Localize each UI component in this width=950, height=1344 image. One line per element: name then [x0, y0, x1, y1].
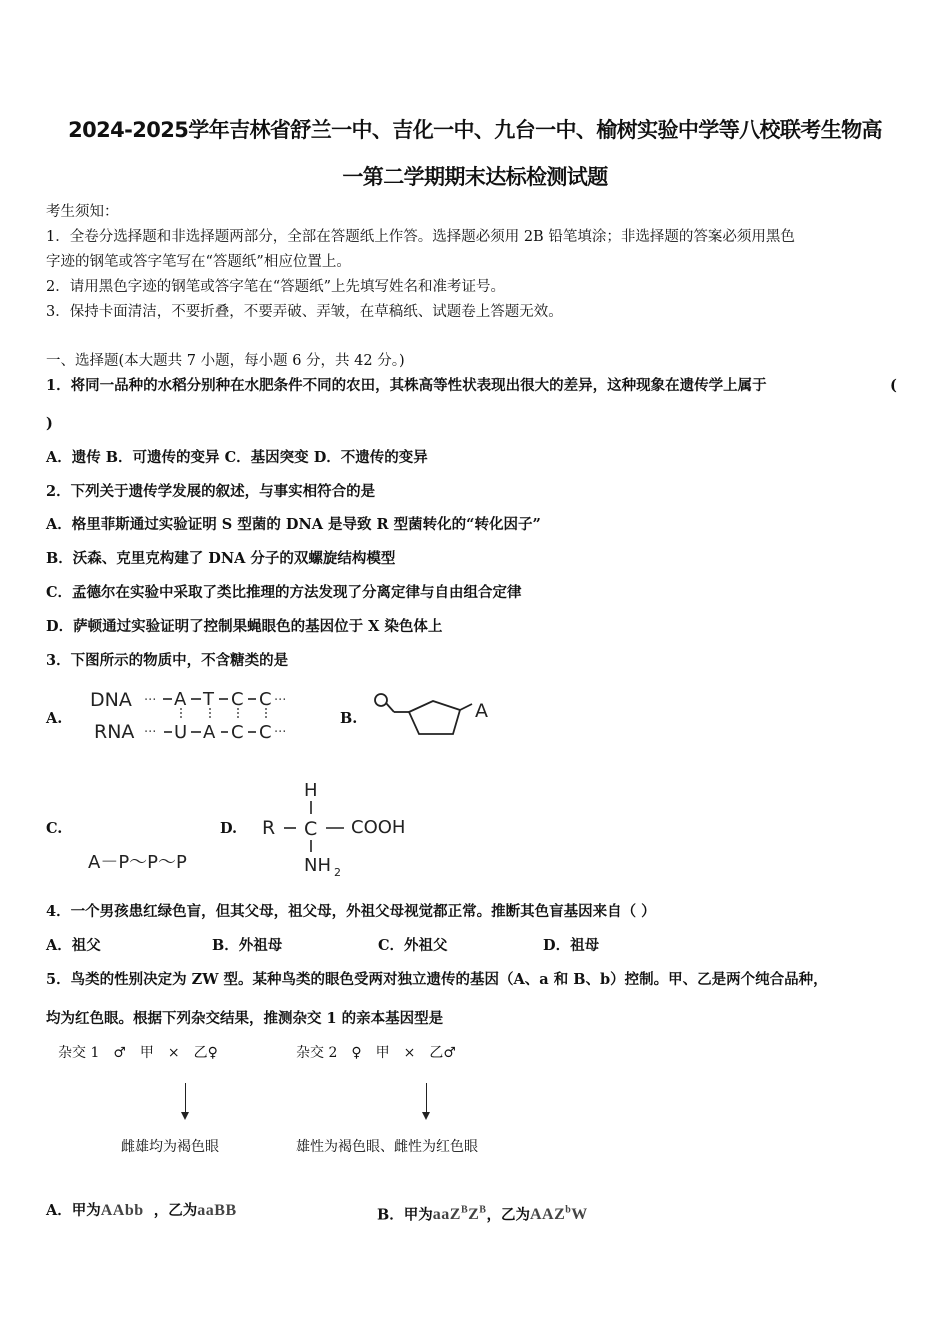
cross-2-result: 雄性为褐色眼、雌性为红色眼	[296, 1139, 478, 1155]
question-2-stem: 2．下列关于遗传学发展的叙述，与事实相符合的是	[46, 483, 376, 500]
atp-formula-figure	[86, 848, 216, 876]
page-title-line-2: 一第二学期期末达标检测试题	[342, 165, 608, 189]
cross-2-parents: 杂交 2 ♀ 甲 × 乙♂	[296, 1045, 456, 1061]
rna-dots: ···	[144, 725, 157, 740]
question-4-option-c: C．外祖父	[378, 937, 448, 954]
base-label: A	[475, 700, 488, 722]
dna-base-2: T	[203, 689, 214, 710]
question-4-option-d: D．祖母	[543, 937, 600, 954]
question-1-options: A．遗传 B．可遗传的变异 C．基因突变 D．不遗传的变异	[46, 449, 428, 466]
dna-dots: ···	[144, 693, 157, 708]
option-b-mid: ，乙为	[486, 1206, 530, 1224]
option-b-genotype-1: $aaZ^BZ^B$	[432, 1205, 487, 1224]
question-2-option-b: B．沃森、克里克构建了 DNA 分子的双螺旋结构模型	[46, 550, 396, 567]
dna-label: DNA	[90, 689, 132, 711]
nucleotide-ring-figure	[372, 688, 502, 744]
amino-cooh: COOH	[351, 817, 406, 838]
amino-subscript: 2	[334, 866, 341, 879]
rna-label: RNA	[94, 721, 135, 743]
rna-base-4: C	[259, 722, 272, 743]
page-title-line-1: 2024-2025学年吉林省舒兰一中、吉化一中、九台一中、榆树实验中学等八校联考生物高	[68, 118, 882, 142]
cross-1-arrow	[185, 1083, 186, 1113]
question-1-stem: 1．将同一品种的水稻分别种在水肥条件不同的农田，其株高等性状表现出很大的差异，这种现象在遗传学上属于	[46, 377, 767, 394]
cross-1-result: 雌雄均为褐色眼	[121, 1139, 219, 1155]
option-a-genotype-2: aaBB	[197, 1202, 237, 1219]
dna-rna-strands-figure	[88, 684, 328, 748]
amino-r: R	[262, 817, 276, 839]
notice-item-1b: 字迹的钢笔或答字笔写在“答题纸”相应位置上。	[46, 254, 351, 270]
option-b-label: B．甲为	[377, 1206, 433, 1224]
option-a-mid: ，乙为	[153, 1202, 198, 1219]
question-5-stem-1: 5．鸟类的性别决定为 ZW 型。某种鸟类的眼色受两对独立遗传的基因（A、a 和 B、b）控制。甲、乙是两个纯合品种，	[46, 971, 828, 988]
question-2-option-c: C．孟德尔在实验中采取了类比推理的方法发现了分离定律与自由组合定律	[46, 584, 522, 601]
notice-item-3: 3．保持卡面清洁，不要折叠，不要弄破、弄皱，在草稿纸、试题卷上答题无效。	[46, 304, 563, 320]
cross-2-arrow	[426, 1083, 427, 1113]
question-3-label-a: A.	[46, 710, 63, 727]
rna-base-3: C	[231, 722, 244, 743]
question-1-paren-close: )	[46, 415, 53, 432]
amino-c: C	[304, 818, 318, 840]
amino-nh: NH	[304, 855, 331, 876]
question-5-option-a	[46, 1201, 237, 1221]
notice-item-1a: 1．全卷分选择题和非选择题两部分，全部在答题纸上作答。选择题必须用 2B 铅笔填涂；非选择题的答案必须用黑色	[46, 229, 795, 245]
question-4-option-a: A．祖父	[46, 937, 101, 954]
question-5-option-b	[377, 1201, 588, 1225]
dna-end-dots: ···	[274, 693, 287, 708]
notice-heading: 考生须知：	[46, 204, 119, 220]
dna-base-1: A	[174, 689, 187, 710]
question-2-option-d: D．萨顿通过实验证明了控制果蝇眼色的基因位于 X 染色体上	[46, 618, 443, 635]
amino-acid-figure	[258, 778, 433, 882]
amino-h: H	[304, 780, 318, 801]
cross-1-parents: 杂交 1 ♂ 甲 × 乙♀	[58, 1045, 218, 1061]
question-1-paren-open: (	[890, 377, 897, 394]
option-a-genotype-1: AAbb	[100, 1202, 144, 1219]
rna-base-2: A	[203, 722, 216, 743]
option-b-genotype-2: AAZ$^b$W	[529, 1205, 588, 1224]
notice-item-2: 2．请用黑色字迹的钢笔或答字笔在“答题纸”上先填写姓名和准考证号。	[46, 279, 506, 295]
rna-end-dots: ···	[274, 725, 287, 740]
question-2-option-a: A．格里菲斯通过实验证明 S 型菌的 DNA 是导致 R 型菌转化的“转化因子”	[46, 516, 541, 533]
question-3-label-c: C.	[46, 820, 63, 837]
dna-base-3: C	[231, 689, 244, 710]
atp-formula: A－P～P～P	[88, 852, 187, 873]
question-4-stem: 4．一个男孩患红绿色盲，但其父母，祖父母，外祖父母视觉都正常。推断其色盲基因来自（ ）	[46, 903, 656, 920]
question-3-label-b: B.	[340, 710, 358, 727]
question-5-stem-2: 均为红色眼。根据下列杂交结果，推测杂交 1 的亲本基因型是	[46, 1010, 444, 1027]
question-4-option-b: B．外祖母	[212, 937, 283, 954]
question-3-label-d: D.	[220, 820, 238, 837]
option-a-label: A．甲为	[46, 1202, 101, 1219]
question-3-stem: 3．下图所示的物质中，不含糖类的是	[46, 652, 289, 669]
base-pairing-lines	[181, 708, 266, 720]
section-heading: 一、选择题(本大题共 7 小题，每小题 6 分，共 42 分。)	[46, 353, 405, 369]
rna-base-1: U	[174, 722, 188, 743]
dna-base-4: C	[259, 689, 272, 710]
